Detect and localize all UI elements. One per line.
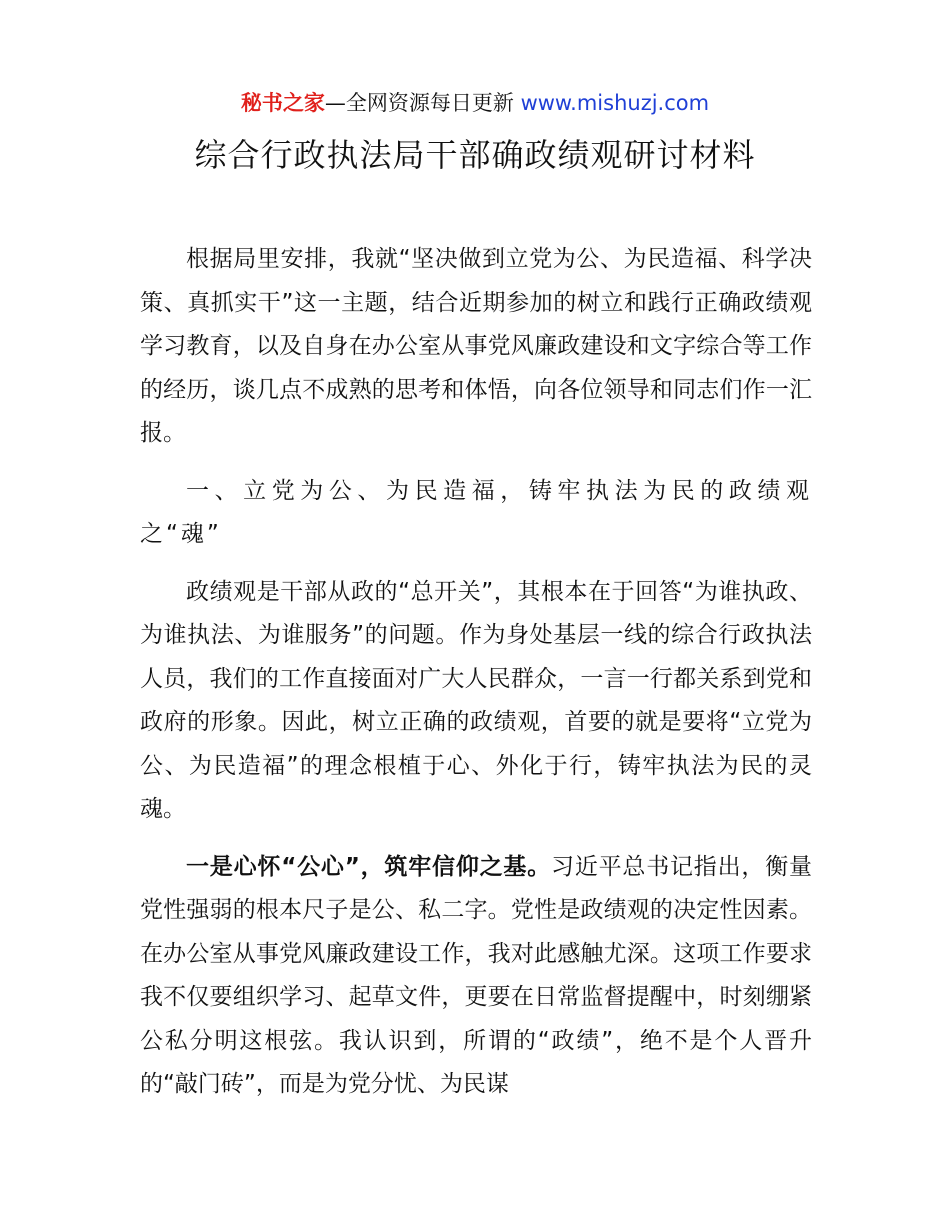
site-header [0,88,950,118]
site-url-link[interactable]: www.mishuzj.com [520,91,710,115]
document-title: 综合行政执法局干部确政绩观研讨材料 [194,136,756,174]
section-heading-1: 一、立党为公、为民造福，铸牢执法为民的政绩观之“魂” [140,477,812,547]
point-text: 习近平总书记指出，衡量党性强弱的根本尺子是公、私二字。党性是政绩观的决定性因素。在办公室从事党风廉政建设工作，我对此感触尤深。这项工作要求我不仅要组织学习、起草文件，更要在日常监督提醒中，时刻绷紧公私分明这根弦。我认识到，所谓的“政绩”，绝不是个人晋升的“敲门砖”，而是为党分忧、为民谋 [140,853,813,1097]
point-paragraph [140,846,812,1107]
intro-paragraph: 根据局里安排，我就“坚决做到立党为公、为民造福、科学决策、真抓实干”这一主题，结合近期参加的树立和践行正确政绩观学习教育，以及自身在办公室从事党风廉政建设和文字综合等工作的经历，谈几点不成熟的思考和体悟，向各位领导和同志们作一汇报。 [140,246,812,446]
site-slogan: —全网资源每日更新 [324,91,514,115]
body-paragraph: 政绩观是干部从政的“总开关”，其根本在于回答“为谁执政、为谁执法、为谁服务”的问题。作为身处基层一线的综合行政执法人员，我们的工作直接面对广大人民群众，一言一行都关系到党和政府的形象。因此，树立正确的政绩观，首要的就是要将“立党为公、为民造福”的理念根植于心、外化于行，铸牢执法为民的灵魂。 [140,578,812,822]
point-lead: 一是心怀“公心”，筑牢信仰之基。 [186,853,552,880]
brand-name: 秘书之家 [240,91,325,115]
document-body [140,238,812,1121]
